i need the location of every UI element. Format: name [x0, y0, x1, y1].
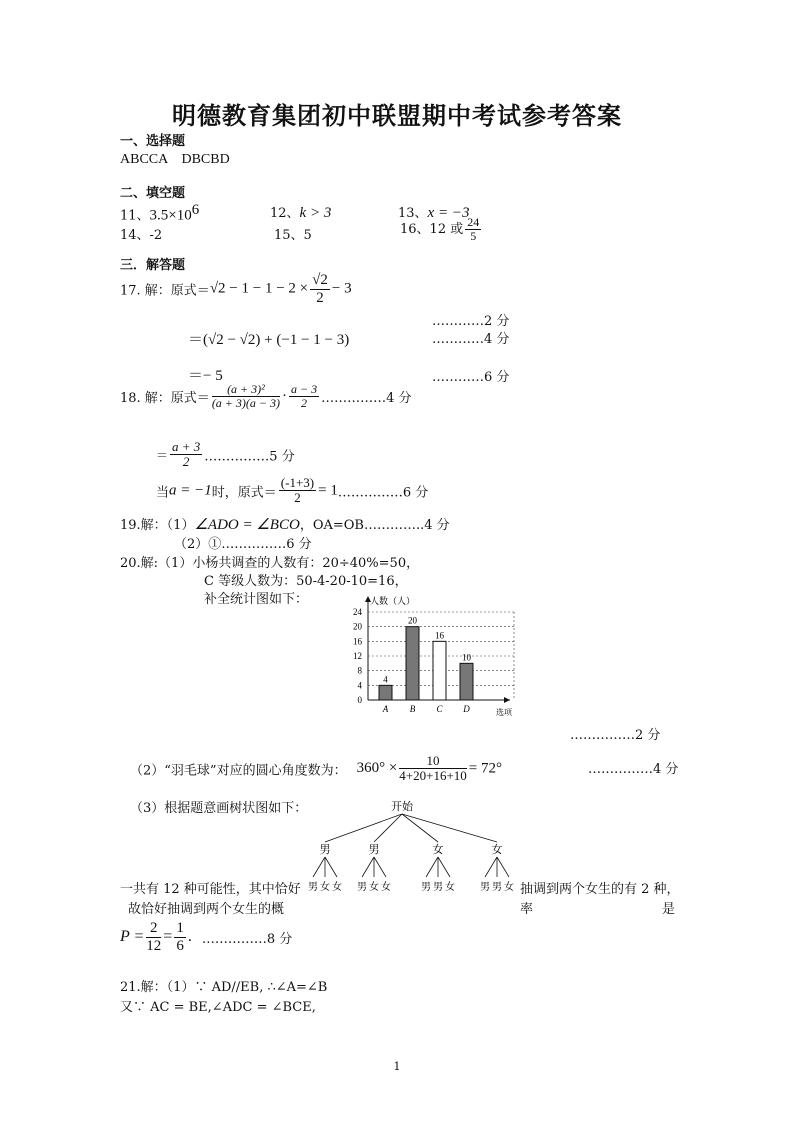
q17-lead: 17. 解：原式＝ — [120, 283, 210, 299]
page-title: 明德教育集团初中联盟期中考试参考答案 — [172, 102, 622, 130]
q18-frac1-den: (a + 3)(a − 3) — [211, 396, 280, 411]
prob-den1: 12 — [146, 937, 162, 954]
tree-node-level2: 男 — [421, 882, 431, 893]
q18-frac3-num: a + 3 — [172, 439, 201, 454]
tree-branch — [402, 814, 438, 842]
answer-14: 14、-2 — [120, 228, 163, 243]
x-axis-arrow — [504, 697, 510, 703]
tree-root: 开始 — [391, 801, 413, 813]
x-tick-label: C — [436, 704, 443, 714]
q18-line3 — [156, 476, 428, 506]
q18-frac2-den: 2 — [301, 396, 308, 411]
tree-branch — [325, 814, 402, 842]
tree-branch — [438, 857, 450, 877]
q19-lead: 19.解：（1） — [120, 518, 195, 533]
frac-16-den: 5 — [470, 229, 477, 244]
q19-line2: （2）①……………6 分 — [174, 537, 312, 552]
label-16: 16、12 或 — [400, 222, 464, 238]
q20-probability — [120, 920, 292, 954]
q21-line1: 21.解：（1）∵ AD//EB, ∴∠A=∠B — [120, 980, 328, 995]
q20-p2-b: = 72° — [468, 760, 503, 777]
tree-node-level2: 女 — [320, 882, 330, 893]
q17-line1 — [120, 272, 352, 306]
choice-answers: ABCCA DBCBD — [120, 152, 230, 167]
q20-text-4: 率 — [520, 902, 534, 917]
prob-eq: = — [163, 928, 173, 945]
q18-when2: 时，原式＝ — [211, 485, 277, 501]
q20-score-2: ……………4 分 — [588, 762, 679, 777]
section-heading-solve: 三．解答题 — [120, 258, 186, 273]
y-tick-label: 24 — [353, 607, 362, 617]
q19-line1 — [120, 514, 450, 534]
tree-layer — [308, 800, 514, 893]
tree-node-level2: 男 — [357, 882, 367, 893]
q17-frac-den: 2 — [316, 289, 324, 306]
tree-node-level2: 男 — [492, 882, 502, 893]
q18-dot: · — [282, 388, 287, 405]
q17-score-3: …………6 分 — [432, 370, 510, 385]
q21-line2: 又∵ AC = BE,∠ADC = ∠BCE, — [120, 1000, 316, 1015]
tree-node-level2: 女 — [504, 882, 514, 893]
q17-line3: ＝− 5 — [188, 368, 223, 384]
tree-branch — [325, 857, 337, 877]
prob-end: . — [187, 928, 192, 945]
y-tick-label: 20 — [353, 621, 362, 632]
tree-node-level2: 女 — [445, 882, 455, 893]
q18-frac1-num: (a + 3)² — [212, 383, 280, 397]
y-tick-label: 8 — [357, 665, 362, 676]
q18-score-1: ……………4 分 — [321, 391, 412, 407]
value-11: 3.5×10 — [149, 207, 192, 224]
tree-branch — [374, 814, 402, 842]
q18-when: 当 — [156, 485, 170, 501]
q18-line2 — [156, 440, 295, 470]
answer-12 — [270, 202, 331, 222]
q18-frac4-num: (-1+3) — [280, 475, 315, 490]
q18-cond: a = −1 — [169, 482, 212, 499]
y-tick-label: 4 — [357, 680, 362, 691]
label-11: 11、 — [120, 208, 150, 224]
q20-line1: 20.解:（1）小杨共调查的人数有：20÷40%=50， — [120, 556, 420, 571]
q20-score-3: ……………8 分 — [201, 931, 293, 947]
exp-11: 6 — [191, 202, 200, 218]
y-tick-label: 0 — [357, 695, 362, 705]
q20-part2 — [130, 754, 502, 784]
bar-value-label: 16 — [435, 630, 444, 641]
tree-branch — [485, 857, 497, 877]
q20-line3: 补全统计图如下： — [204, 592, 309, 607]
q18-lead: 18. 解：原式＝ — [120, 391, 210, 407]
bar-value-label: 10 — [462, 652, 471, 663]
bar-B — [406, 627, 419, 700]
q18-frac4-den: 2 — [294, 490, 301, 506]
tree-branch — [426, 857, 438, 877]
q17-expr-b: − 3 — [331, 280, 352, 297]
tree-node-level2: 男 — [433, 882, 443, 893]
section-heading-fill: 二、填空题 — [120, 186, 186, 201]
chart-layer — [353, 595, 514, 717]
q20-text-2: 抽调到两个女生的有 2 种， — [520, 882, 680, 897]
q18-result: = 1 — [318, 482, 338, 499]
tree-branch — [362, 857, 374, 877]
prob-lead: P = — [120, 928, 145, 945]
bar-chart — [340, 592, 530, 718]
section-heading-choice: 一、选择题 — [120, 134, 186, 149]
bar-C — [433, 641, 446, 700]
q18-frac2-num: a − 3 — [291, 382, 318, 396]
q20-text-1: 一共有 12 种可能性，其中恰好 — [120, 882, 301, 897]
q20-line2: C 等级人数为：50-4-20-10=16， — [204, 574, 408, 589]
q17-frac-num: √2 — [312, 272, 328, 288]
q20-text-3: 故恰好抽调到两个女生的概 — [128, 902, 285, 917]
q17-score-2: …………4 分 — [432, 332, 510, 347]
tree-node-level2: 男 — [480, 882, 490, 893]
tree-node-level1: 女 — [491, 844, 503, 856]
tree-node-level2: 女 — [332, 882, 342, 893]
tree-branch — [402, 814, 497, 842]
x-axis-label: 选项 — [496, 708, 512, 717]
tree-node-level1: 男 — [319, 844, 331, 856]
q20-p2-a: 360° × — [356, 760, 398, 777]
y-tick-label: 12 — [353, 651, 362, 661]
frac-16-num: 24 — [467, 215, 480, 229]
q18-frac3-den: 2 — [182, 454, 190, 470]
bar-A — [379, 685, 392, 700]
y-axis-label: 人数（人） — [370, 596, 416, 606]
tree-node-level2: 男 — [308, 882, 318, 893]
q18-score-2: ……………5 分 — [204, 449, 295, 465]
tree-node-level1: 男 — [368, 844, 380, 856]
value-12: k > 3 — [299, 205, 332, 221]
q18-line1 — [120, 383, 412, 410]
prob-num2: 1 — [176, 920, 184, 936]
tree-branch — [313, 857, 325, 877]
tree-branch — [374, 857, 386, 877]
label-12: 12、 — [270, 206, 300, 221]
q20-text-5: 是 — [662, 902, 676, 917]
answer-11 — [120, 202, 199, 224]
bar-D — [460, 663, 473, 700]
answer-15: 15、5 — [274, 228, 312, 243]
y-tick-label: 16 — [353, 636, 362, 647]
q18-score-3: ……………6 分 — [337, 485, 429, 501]
tree-branch — [497, 857, 509, 877]
q20-p2-den: 4+20+16+10 — [399, 768, 467, 784]
q20-score-1: ……………2 分 — [570, 728, 661, 743]
q17-line2: ＝(√2 − √2) + (−1 − 1 − 3) — [188, 332, 350, 348]
tree-node-level2: 女 — [369, 882, 379, 893]
q17-expr-a: √2 − 1 − 1 − 2 × — [209, 280, 309, 297]
label-13: 13、 — [398, 206, 428, 221]
q20-p2-lead: （2）“羽毛球”对应的圆心角度数为： — [130, 763, 347, 779]
x-tick-label: D — [463, 704, 470, 714]
x-tick-label: A — [382, 704, 389, 714]
value-13: x = −3 — [427, 205, 470, 221]
prob-num1: 2 — [146, 920, 161, 938]
bar-value-label: 20 — [408, 615, 417, 626]
q18-eq: ＝ — [156, 448, 169, 463]
q20-p2-num: 10 — [399, 754, 467, 769]
page-number: 1 — [393, 1060, 401, 1073]
prob-den2: 6 — [176, 937, 184, 954]
q17-score-1: …………2 分 — [432, 314, 510, 329]
tree-node-level2: 女 — [381, 882, 391, 893]
tree-diagram — [300, 800, 530, 900]
answer-16 — [400, 216, 483, 243]
x-tick-label: B — [409, 704, 416, 714]
q20-part3: （3）根据题意画树状图如下： — [130, 801, 308, 816]
q19-rest: ，OA=OB…………..4 分 — [299, 518, 450, 533]
bar-value-label: 4 — [383, 674, 388, 685]
q19-math: ∠ADO = ∠BCO — [194, 517, 300, 533]
tree-node-level1: 女 — [432, 844, 444, 856]
